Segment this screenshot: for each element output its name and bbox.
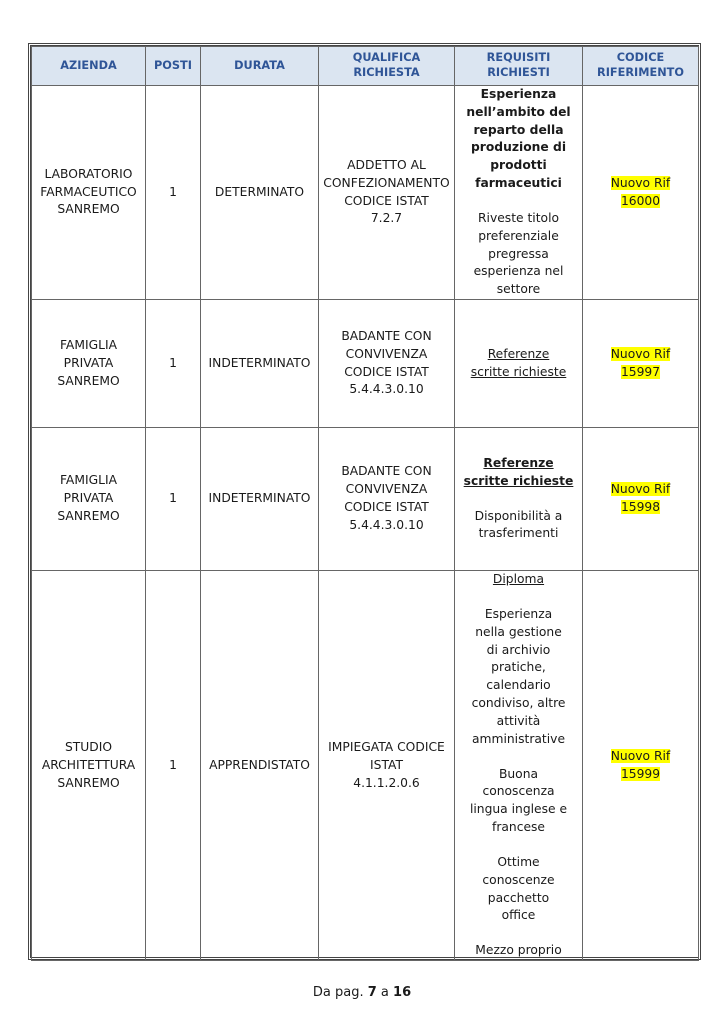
footer-prefix: Da pag. [312, 985, 364, 1000]
cell-codice [583, 86, 699, 300]
header-posti: POSTI [146, 47, 201, 86]
qualifica-line: BADANTE CON [341, 464, 432, 479]
job-offers-table-frame [28, 43, 701, 960]
cell-azienda [32, 571, 146, 961]
page-footer [0, 985, 724, 1000]
header-requisiti-line2: RICHIESTI [487, 66, 550, 79]
requisito-line: Riveste titolo [477, 210, 560, 225]
requisito-line: Referenze [487, 346, 550, 361]
cell-azienda [32, 86, 146, 300]
header-durata: DURATA [201, 47, 319, 86]
qualifica-line: CODICE ISTAT [344, 193, 429, 208]
cell-qualifica [319, 300, 455, 428]
cell-codice [583, 428, 699, 571]
cell-qualifica [319, 571, 455, 961]
requisito-line: settore [496, 282, 541, 297]
requisito-line: produzione di [470, 140, 567, 155]
requisito-line: conoscenza [482, 784, 555, 799]
cell-qualifica [319, 428, 455, 571]
azienda-line: FAMIGLIA [59, 473, 117, 488]
requisito-line: nell’ambito del [466, 104, 571, 119]
requisito-line: pregressa [488, 246, 549, 261]
codice-highlight: Nuovo Rif [610, 748, 671, 763]
requisito-line: farmaceutici [475, 176, 562, 191]
table-row [32, 428, 699, 571]
cell-posti: 1 [146, 428, 201, 571]
cell-durata: APPRENDISTATO [201, 571, 319, 961]
cell-durata: DETERMINATO [201, 86, 319, 300]
header-requisiti [455, 47, 583, 86]
requisito-line: Esperienza [480, 87, 557, 101]
qualifica-line: 5.4.4.3.0.10 [349, 382, 424, 397]
codice-highlight: Nuovo Rif [610, 175, 671, 190]
requisito-line: reparto della [473, 122, 564, 137]
azienda-line: SANREMO [57, 202, 120, 217]
table-header-row [32, 47, 699, 86]
requisito-line: trasferimenti [478, 526, 559, 541]
cell-requisiti [455, 571, 583, 961]
requisito-line: office [501, 908, 536, 923]
footer-page-number: 7 [367, 985, 377, 1000]
qualifica-line: CONVIVENZA [345, 346, 428, 361]
requisito-line: Disponibilità a [474, 508, 563, 523]
azienda-line: STUDIO [64, 739, 113, 754]
azienda-line: PRIVATA [63, 355, 114, 370]
qualifica-line: CODICE ISTAT [344, 500, 429, 515]
cell-codice [583, 571, 699, 961]
header-requisiti-line1: REQUISITI [486, 51, 551, 65]
requisito-line: calendario [486, 678, 551, 693]
requisito-line: nella gestione [475, 624, 562, 639]
requisito-line: conoscenze [482, 872, 555, 887]
requisito-line: Diploma [492, 572, 545, 587]
qualifica-line: CODICE ISTAT [344, 364, 429, 379]
table-row [32, 300, 699, 428]
azienda-line: ARCHITETTURA [41, 757, 136, 772]
cell-durata: INDETERMINATO [201, 300, 319, 428]
requisito-line: di archivio [486, 642, 551, 657]
footer-separator: a [380, 985, 389, 1000]
cell-requisiti [455, 428, 583, 571]
cell-qualifica [319, 86, 455, 300]
codice-highlight: 15997 [620, 364, 661, 379]
qualifica-line: CONVIVENZA [345, 482, 428, 497]
azienda-line: FAMIGLIA [59, 337, 117, 352]
qualifica-line: BADANTE CON [341, 328, 432, 343]
requisito-line: lingua inglese e [469, 802, 568, 817]
cell-posti: 1 [146, 86, 201, 300]
codice-highlight: Nuovo Rif [610, 346, 671, 361]
cell-requisiti [455, 300, 583, 428]
qualifica-line: 4.1.1.2.0.6 [353, 775, 420, 790]
qualifica-line: 5.4.4.3.0.10 [349, 517, 424, 532]
requisito-line: pratiche, [491, 660, 546, 675]
codice-highlight: 15998 [620, 500, 661, 515]
cell-azienda [32, 428, 146, 571]
azienda-line: LABORATORIO [44, 166, 133, 181]
codice-highlight: 16000 [620, 193, 661, 208]
qualifica-line: ADDETTO AL [347, 157, 426, 172]
azienda-line: SANREMO [57, 509, 120, 524]
requisito-line: condiviso, altre [471, 696, 566, 711]
requisito-line: Buona [498, 766, 539, 781]
header-codice-line1: CODICE [616, 51, 665, 65]
qualifica-line: IMPIEGATA CODICE [328, 739, 445, 754]
azienda-line: SANREMO [57, 775, 120, 790]
job-offers-table [31, 46, 699, 961]
requisito-line: prodotti [490, 158, 547, 173]
requisito-line: esperienza nel [473, 264, 564, 279]
cell-posti: 1 [146, 571, 201, 961]
table-row [32, 571, 699, 961]
qualifica-line: 7.2.7 [370, 211, 403, 226]
requisito-line: pacchetto [487, 890, 550, 905]
codice-highlight: 15999 [620, 766, 661, 781]
header-codice [583, 47, 699, 86]
footer-total-pages: 16 [393, 985, 412, 1000]
header-codice-line2: RIFERIMENTO [597, 66, 684, 79]
requisito-line: francese [491, 820, 545, 835]
azienda-line: PRIVATA [63, 491, 114, 506]
azienda-line: SANREMO [57, 373, 120, 388]
header-qualifica: QUALIFICA RICHIESTA [319, 47, 455, 86]
requisito-line: preferenziale [478, 228, 559, 243]
cell-requisiti [455, 86, 583, 300]
requisito-line: attività [496, 713, 541, 728]
requisito-line: Esperienza [484, 606, 553, 621]
requisito-line: scritte richieste [463, 473, 574, 488]
cell-azienda [32, 300, 146, 428]
requisito-line: Mezzo proprio [475, 943, 562, 958]
azienda-line: FARMACEUTICO [40, 184, 137, 199]
header-azienda: AZIENDA [32, 47, 146, 86]
requisito-line: Ottime [497, 854, 540, 869]
table-row [32, 86, 699, 300]
qualifica-line: ISTAT [370, 757, 403, 772]
cell-posti: 1 [146, 300, 201, 428]
requisito-line: Referenze [483, 455, 554, 470]
requisito-line: amministrative [471, 731, 566, 746]
qualifica-line: CONFEZIONAMENTO [323, 175, 450, 190]
requisito-line: scritte richieste [470, 364, 567, 379]
cell-codice [583, 300, 699, 428]
codice-highlight: Nuovo Rif [610, 482, 671, 497]
cell-durata: INDETERMINATO [201, 428, 319, 571]
